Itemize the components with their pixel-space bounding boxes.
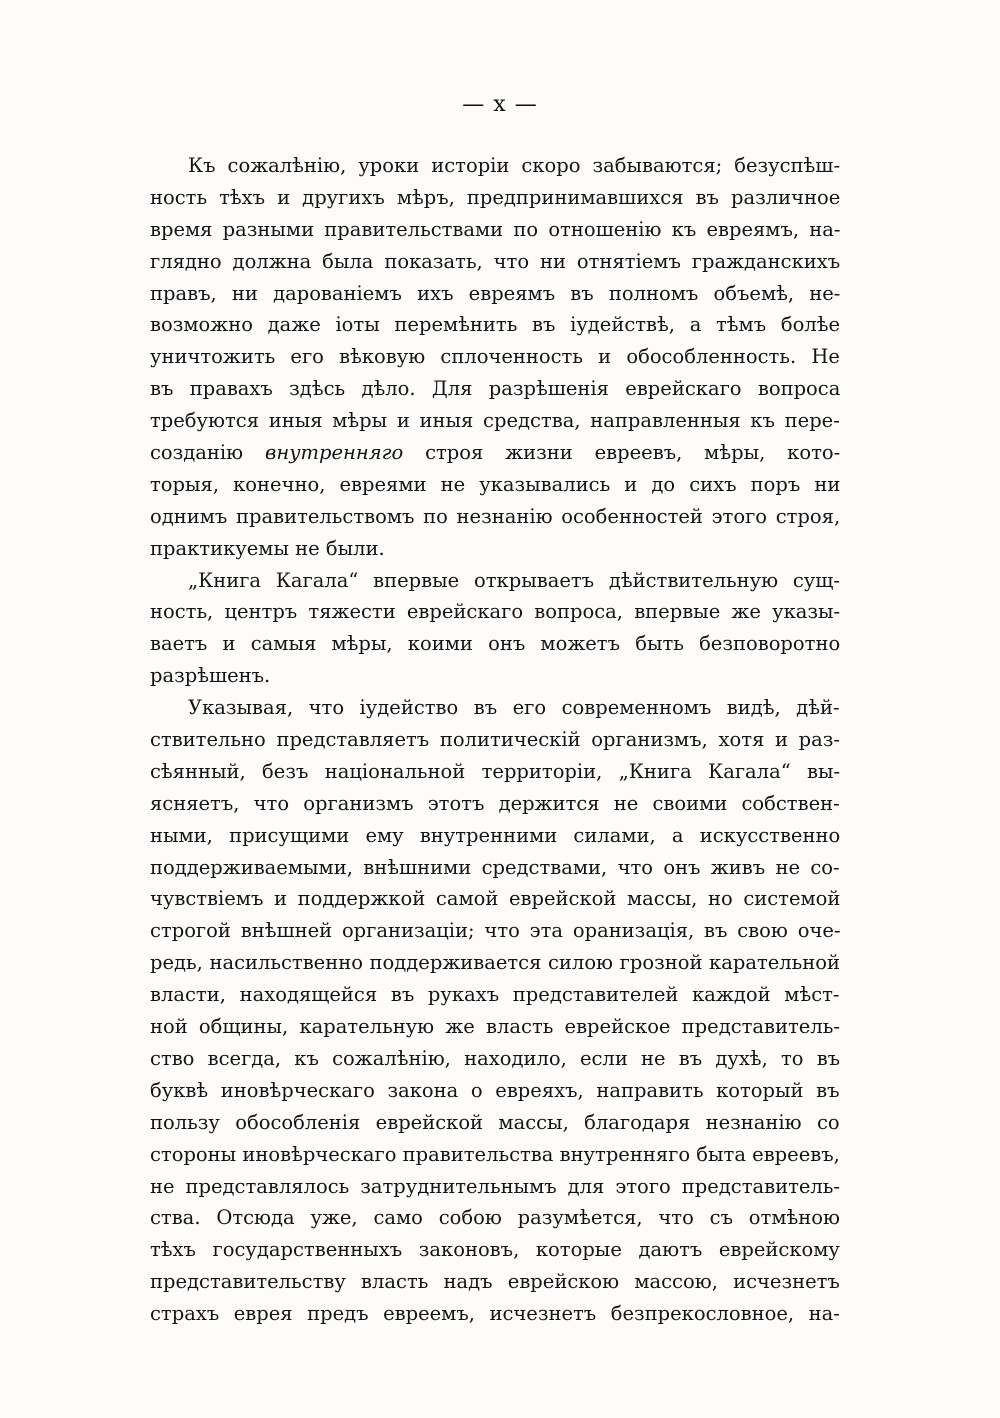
text-line: требуются иныя мѣры и иныя средства, направленныя къ пере- [150,409,840,433]
body-text [150,150,840,1330]
paragraph [150,692,840,1330]
text-line: буквѣ иновѣрческаго закона о евреяхъ, направить который въ [150,1078,840,1102]
text-line: ства. Отсюда уже, само собою разумѣется, что съ отмѣною [150,1206,840,1230]
text-line: ствительно представляетъ политическій организмъ, хотя и раз- [150,728,840,752]
text-line: тѣхъ государственныхъ законовъ, которые даютъ еврейскому [150,1238,840,1262]
text-line-with-emphasis [150,437,840,469]
text-line: ными, присущими ему внутренними силами, а искусственно [150,823,840,847]
text-line: поддерживаемыми, внѣшними средствами, что онъ живъ не со- [150,855,840,879]
text-line: власти, находящейся въ рукахъ представителей каждой мѣст- [150,983,840,1007]
text-line: возможно даже іоты перемѣнить въ іудействѣ, а тѣмъ болѣе [150,313,840,337]
text-line: ство всегда, къ сожалѣнію, находило, если не въ духѣ, то въ [150,1046,840,1070]
text-line: Указывая, что іудейство въ его современномъ видѣ, дѣй- [188,696,840,720]
text-line: не представлялось затруднительнымъ для этого представитель- [150,1174,840,1198]
text-segment: созданію [150,441,266,465]
text-line: пользу обособленія еврейской массы, благодаря незнанію со [150,1110,840,1134]
text-line: практикуемы не были. [150,536,385,560]
text-line: правъ, ни дарованіемъ ихъ евреямъ въ полномъ объемѣ, не- [150,281,840,305]
text-segment: строя жизни евреевъ, мѣры, кото- [403,441,840,465]
text-line: уничтожить его вѣковую сплоченность и обособленность. Не [150,345,840,369]
text-line: стороны иновѣрческаго правительства внутренняго быта евреевъ, [150,1142,840,1166]
text-line: ность тѣхъ и другихъ мѣръ, предпринимавшихся въ различное [150,185,840,209]
emphasized-word: внутренняго [265,441,404,465]
text-line: редь, насильственно поддерживается силою грозной карательной [150,951,840,975]
text-line: строгой внѣшней организаціи; что эта оранизація, въ свою оче- [150,919,840,943]
text-line: ность, центръ тяжести еврейскаго вопроса, впервые же указы- [150,600,840,624]
page-number: — x — [462,92,538,117]
paragraph [150,565,840,693]
text-line: ной общины, карательную же власть еврейское представитель- [150,1015,840,1039]
text-line: разрѣшенъ. [150,664,271,688]
text-line: чувствіемъ и поддержкой самой еврейской массы, но системой [150,887,840,911]
text-line: сѣянный, безъ національной территоріи, „Книга Кагала“ вы- [150,759,840,783]
text-line: въ правахъ здѣсь дѣло. Для разрѣшенія еврейскаго вопроса [150,377,840,401]
text-line: глядно должна была показать, что ни отнятіемъ гражданскихъ [150,249,840,273]
text-line: торыя, конечно, евреями не указывались и до сихъ поръ ни [150,472,840,496]
text-line: время разными правительствами по отношенію къ евреямъ, на- [150,217,840,241]
text-line: представительству власть надъ еврейскою массою, исчезнетъ [150,1270,840,1294]
text-line: однимъ правительствомъ по незнанію особенностей этого строя, [150,504,840,528]
text-line: Къ сожалѣнію, уроки исторіи скоро забываются; безуспѣш- [188,154,840,177]
text-line: страхъ еврея предъ евреемъ, исчезнетъ безпрекословное, на- [150,1302,840,1326]
paragraph [150,150,840,565]
text-line: „Книга Кагала“ впервые открываетъ дѣйствительную сущ- [188,568,840,592]
text-line: ваетъ и самыя мѣры, коими онъ можетъ быть безповоротно [150,632,840,656]
text-line: ясняетъ, что организмъ этотъ держится не своими собствен- [150,791,840,815]
